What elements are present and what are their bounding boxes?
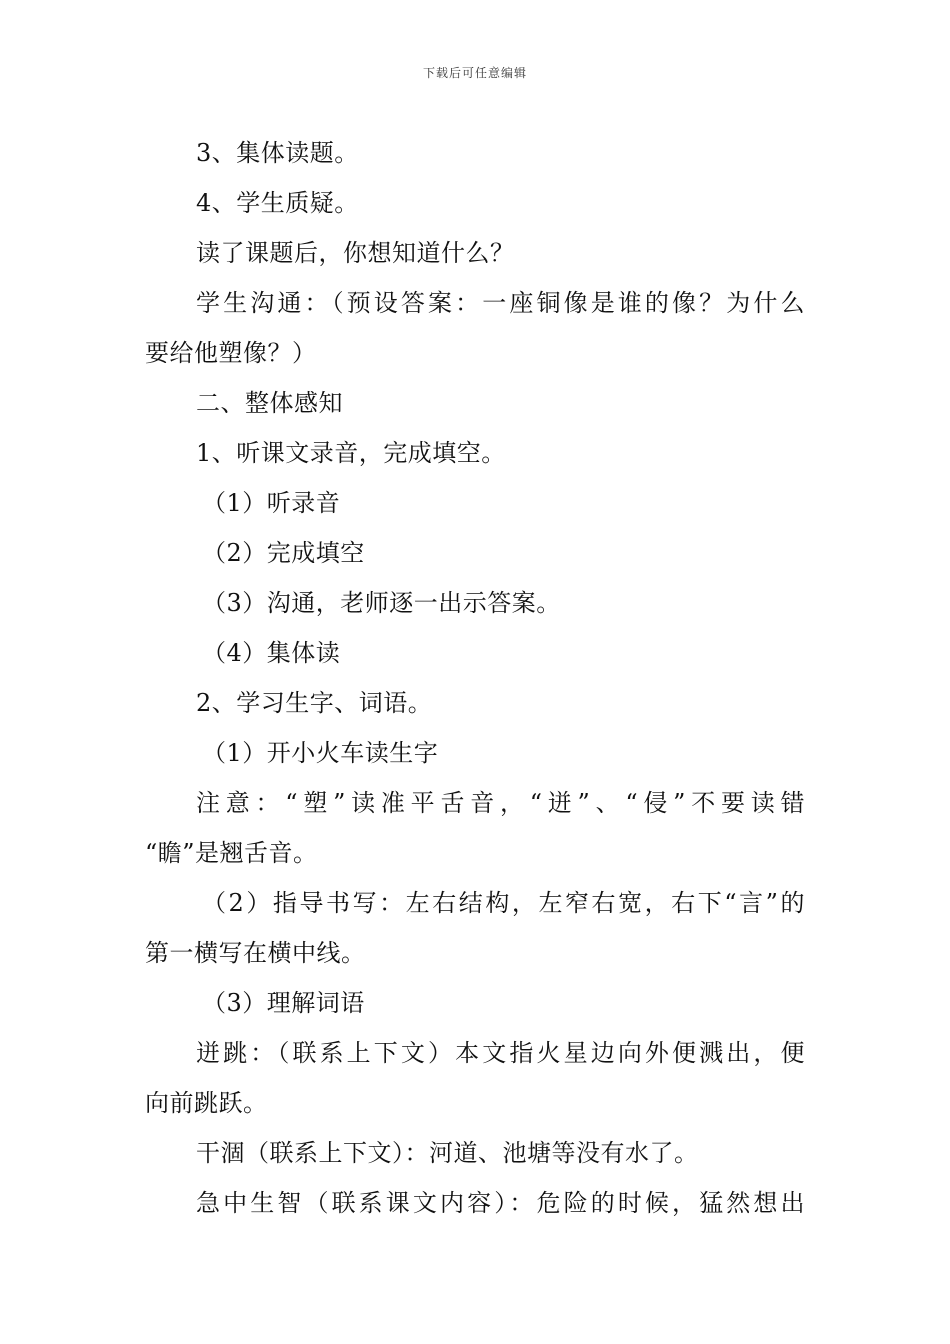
- substep-writing-guide-line-1: （2）指导书写：左右结构，左窄右宽，右下“言”的: [202, 889, 805, 917]
- student-discussion-line-1: 学生沟通：（预设答案：一座铜像是谁的像？为什么: [196, 289, 805, 317]
- note-pronunciation-line-1: 注意：“塑”读准平舌音，“迸”、“侵”不要读错: [196, 789, 805, 817]
- page-header-note: 下载后可任意编辑: [422, 66, 527, 80]
- section-heading-overall: 二、整体感知: [196, 389, 343, 417]
- question-prompt: 读了课题后，你想知道什么？: [196, 239, 515, 267]
- document-body: [145, 128, 805, 1228]
- note-pronunciation-line-2: “瞻”是翘舌音。: [145, 839, 318, 867]
- substep-train-reading: （1）开小火车读生字: [202, 739, 439, 767]
- substep-fill-blank: （2）完成填空: [202, 539, 365, 567]
- word-bengtiao-line-1: 迸跳：（联系上下文）本文指火星边向外便溅出，便: [196, 1039, 805, 1067]
- step-learn-characters: 2、学习生字、词语。: [196, 689, 433, 717]
- student-discussion-line-2: 要给他塑像？）: [145, 339, 317, 367]
- word-ganhe: 干涸（联系上下文）：河道、池塘等没有水了。: [196, 1139, 699, 1167]
- substep-listen: （1）听录音: [202, 489, 341, 517]
- substep-read-together: （4）集体读: [202, 639, 341, 667]
- word-bengtiao-line-2: 向前跳跃。: [145, 1089, 268, 1117]
- step-read-title: 3、集体读题。: [196, 139, 359, 167]
- word-jizhongshengzhi: 急中生智（联系课文内容）：危险的时候，猛然想出: [196, 1189, 805, 1217]
- step-listen-recording: 1、听课文录音，完成填空。: [196, 439, 506, 467]
- step-student-question: 4、学生质疑。: [196, 189, 359, 217]
- substep-writing-guide-line-2: 第一横写在横中线。: [145, 939, 366, 967]
- substep-communicate: （3）沟通，老师逐一出示答案。: [202, 589, 561, 617]
- substep-understand-words: （3）理解词语: [202, 989, 365, 1017]
